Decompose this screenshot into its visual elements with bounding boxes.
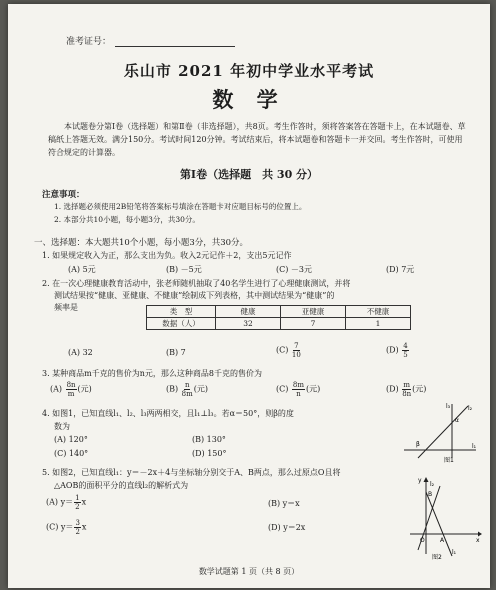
q1-option-a: (A) 5元 xyxy=(68,265,96,274)
label-l3: l₃ xyxy=(446,403,451,410)
q5-option-b: (B) y＝x xyxy=(268,499,300,508)
exam-title: 乐山市 2021 年初中学业水平考试 xyxy=(123,62,375,80)
q3-option-a-label: (A) xyxy=(50,384,63,394)
question-4-stem-line1: 4. 如图1，已知直线l₁、l₂、l₃两两相交，且l₁⊥l₃。若α＝50°，则β的度 xyxy=(42,409,294,418)
notice-heading: 注意事项： xyxy=(42,190,85,200)
fraction-denominator: 2 xyxy=(75,528,80,536)
q5-option-c-label: (C) y＝ xyxy=(46,522,74,532)
fraction-denominator: 8m xyxy=(181,390,193,398)
q5-option-d: (D) y＝2x xyxy=(268,523,306,532)
q4-option-c: (C) 140° xyxy=(54,449,89,458)
subject-title: 数 学 xyxy=(212,87,286,112)
fraction xyxy=(182,381,193,398)
q5-option-c xyxy=(46,519,86,536)
line-l1 xyxy=(426,492,452,556)
fraction xyxy=(66,381,77,398)
label-beta: β xyxy=(416,441,420,448)
label-l2: l₂ xyxy=(430,481,435,488)
q5-option-a xyxy=(46,494,86,511)
fraction-denominator: n xyxy=(296,390,301,398)
label-B: B xyxy=(428,491,433,498)
fraction-numerator: 3 xyxy=(75,519,80,527)
table-header-cell: 不健康 xyxy=(346,306,411,318)
table-header-cell: 健康 xyxy=(216,306,281,318)
q3-option-c-label: (C) xyxy=(276,384,289,394)
q4-option-a: (A) 120° xyxy=(54,435,88,444)
option-tail: x xyxy=(81,497,87,507)
option-tail: x xyxy=(81,522,87,532)
q3-option-b-label: (B) xyxy=(166,384,179,394)
fraction-numerator: 1 xyxy=(75,494,80,502)
fraction-numerator: 8n xyxy=(66,381,76,389)
question-3-stem: 3. 某种商品m千克的售价为n元，那么这种商品8千克的售价为 xyxy=(42,369,263,378)
fraction xyxy=(402,381,411,398)
q5-option-a-label: (A) y＝ xyxy=(46,497,74,507)
figure-2-caption: 图2 xyxy=(432,554,442,560)
question-5-stem-line1: 5. 如图2，已知直线l₁：y＝－2x＋4与坐标轴分别交于A、B两点，那么过原点O且将 xyxy=(42,468,341,477)
q3-option-a xyxy=(50,381,92,398)
unit-text: (元) xyxy=(306,384,321,394)
question-2-stem-line1: 2. 在一次心理健康教育活动中，张老师随机抽取了40名学生进行了心理健康测试，并将 xyxy=(42,279,351,288)
fraction xyxy=(292,342,301,359)
unit-text: (元) xyxy=(193,384,209,394)
figure-1-caption: 图1 xyxy=(444,457,454,464)
question-1-stem: 1. 如果规定收入为正，那么支出为负。收入2元记作＋2，支出5元记作 xyxy=(42,251,292,260)
table-cell: 数据（人） xyxy=(147,318,216,330)
label-y: y xyxy=(418,477,422,484)
question-4-stem-line2: 数为 xyxy=(54,422,70,431)
q2-option-c xyxy=(276,342,302,359)
q2-option-d xyxy=(386,342,410,359)
q4-option-d: (D) 150° xyxy=(192,449,227,458)
q3-option-d-label: (D) xyxy=(386,384,399,394)
fraction-numerator: n xyxy=(184,381,190,389)
label-O: O xyxy=(420,537,425,544)
label-A: A xyxy=(440,537,445,544)
label-x: x xyxy=(476,537,480,544)
page-footer: 数学试题第 1 页（共 8 页） xyxy=(198,567,300,576)
fraction-numerator: m xyxy=(403,381,410,389)
notice-item: 2. 本部分共10小题，每小题3分，共30分。 xyxy=(54,215,200,224)
table-row xyxy=(147,318,411,330)
fraction-numerator: 7 xyxy=(294,342,299,350)
y-axis-arrow xyxy=(424,477,429,482)
fraction xyxy=(74,519,80,536)
fraction xyxy=(292,381,305,398)
fraction-denominator: 2 xyxy=(75,503,80,511)
q3-option-c xyxy=(276,381,320,398)
q2-option-c-label: (C) xyxy=(276,345,289,355)
fraction-denominator: 8n xyxy=(402,390,412,398)
fraction-numerator: 4 xyxy=(403,342,408,350)
q2-option-b: (B) 7 xyxy=(166,348,186,357)
label-l2: l₂ xyxy=(468,405,473,412)
figure-1 xyxy=(402,400,482,464)
table-header-cell: 亚健康 xyxy=(281,306,346,318)
ticket-number-field xyxy=(66,34,235,47)
volume-title: 第Ⅰ卷（选择题 共 30 分） xyxy=(179,168,319,181)
table-row xyxy=(147,306,411,318)
exam-page xyxy=(8,4,490,588)
q1-option-d: (D) 7元 xyxy=(386,265,415,274)
ticket-number-blank xyxy=(115,46,235,47)
fraction xyxy=(74,494,80,511)
figure-2 xyxy=(406,474,482,560)
q4-option-b: (B) 130° xyxy=(192,435,226,444)
exam-instructions: 本试题卷分第Ⅰ卷（选择题）和第Ⅱ卷（非选择题），共8页。考生作答时，须将答案答在答题卡上，在本试题卷、草稿纸上答题无效。满分150分。考试时间120分钟。考试结束后，将本试题卷和答题卡一并交回。考生作答时，可使用符合规定的计算器。 xyxy=(48,122,466,157)
question-2-stem-line3: 频率是 xyxy=(54,303,78,312)
fraction-denominator: 5 xyxy=(403,351,408,359)
question-5-stem-line2: △AOB的面积平分的直线l₂的解析式为 xyxy=(54,481,189,490)
unit-text: (元) xyxy=(412,384,427,394)
question-2-stem-line2: 测试结果按“健康、亚健康、不健康”绘制成下列表格，其中测试结果为“健康”的 xyxy=(54,291,335,300)
q3-option-d xyxy=(386,381,426,398)
q3-option-b xyxy=(166,381,208,398)
x-axis-arrow xyxy=(478,532,482,537)
health-stats-table xyxy=(146,305,411,330)
table-header-cell: 类 型 xyxy=(147,306,216,318)
table-cell: 1 xyxy=(346,318,411,330)
unit-text: (元) xyxy=(77,384,92,394)
q2-option-d-label: (D) xyxy=(386,345,399,355)
table-cell: 32 xyxy=(216,318,281,330)
fraction-numerator: 8m xyxy=(292,381,305,389)
q2-option-a: (A) 32 xyxy=(68,348,93,357)
label-l1: l₁ xyxy=(472,443,477,450)
label-l1: l₁ xyxy=(452,549,457,556)
q1-option-b: (B) －5元 xyxy=(166,265,202,274)
notice-item: 1. 选择题必须使用2B铅笔将答案标号填涂在答题卡对应题目标号的位置上。 xyxy=(54,202,307,211)
fraction-denominator: m xyxy=(67,390,75,398)
fraction-denominator: 10 xyxy=(291,351,301,359)
table-cell: 7 xyxy=(281,318,346,330)
q1-option-c: (C) －3元 xyxy=(276,265,312,274)
label-alpha: α xyxy=(455,417,459,424)
section-heading: 一、选择题：本大题共10个小题，每小题3分，共30分。 xyxy=(34,238,249,248)
fraction xyxy=(402,342,408,359)
ticket-number-label: 准考证号： xyxy=(66,37,112,47)
